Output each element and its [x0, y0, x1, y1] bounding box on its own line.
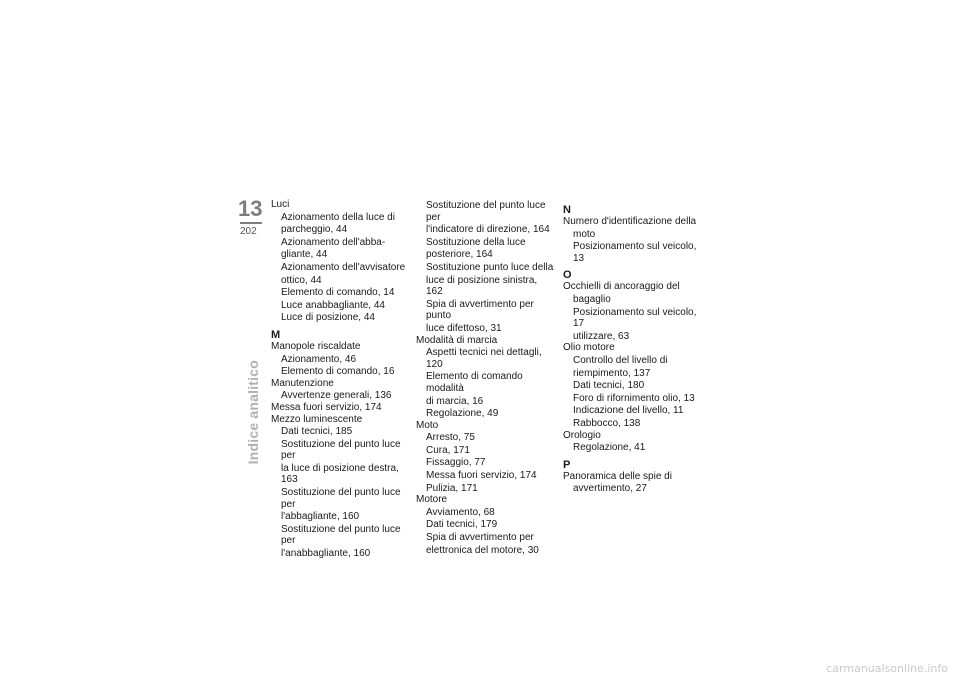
index-subentry: Pulizia, 171	[426, 482, 478, 494]
index-entry: Olio motore	[563, 342, 615, 354]
index-subentry: Regolazione, 41	[573, 442, 646, 454]
index-entry: Panoramica delle spie di	[563, 470, 672, 482]
index-subentry: Regolazione, 49	[426, 408, 499, 420]
index-subentry: ottico, 44	[281, 274, 322, 286]
index-subentry: Azionamento dell'abba-	[281, 236, 386, 248]
index-subentry: Sostituzione del punto luce per	[281, 438, 401, 462]
index-subentry: l'indicatore di direzione, 164	[426, 224, 550, 236]
index-column-2	[416, 199, 554, 556]
index-subentry: Azionamento, 46	[281, 353, 357, 365]
index-subentry: Posizionamento sul veicolo, 13	[573, 241, 697, 264]
index-subentry: Sostituzione del punto luce per	[281, 487, 401, 510]
index-subentry: parcheggio, 44	[281, 224, 348, 236]
index-subentry: Rabbocco, 138	[573, 417, 641, 429]
index-subentry: Sostituzione della luce	[426, 236, 526, 248]
index-subentry: Sostituzione punto luce della	[426, 261, 554, 273]
index-entry: Mezzo luminescente	[271, 413, 363, 425]
index-entry: Motore	[416, 494, 448, 506]
index-entry: Orologio	[563, 429, 601, 441]
index-subentry: Aspetti tecnici nei dettagli, 120	[426, 347, 542, 370]
index-subentry: Messa fuori servizio, 174	[426, 470, 537, 482]
index-subentry: Spia di avvertimento per punto	[426, 298, 534, 322]
index-subentry: Controllo del livello di	[573, 354, 668, 366]
index-subentry: di marcia, 16	[426, 395, 484, 407]
index-subentry: Elemento di comando, 14	[281, 287, 395, 299]
index-entry: Numero d'identificazione della	[563, 216, 697, 227]
index-letter: N	[563, 204, 571, 216]
index-subentry: Elemento di comando, 16	[281, 366, 395, 378]
index-subentry: Azionamento della luce di	[281, 211, 395, 223]
watermark: carmanualsonline.info	[826, 662, 948, 675]
index-subentry: Dati tecnici, 185	[281, 426, 353, 438]
index-letter: M	[271, 328, 281, 341]
index-subentry: Dati tecnici, 180	[573, 380, 645, 392]
index-entry: Messa fuori servizio, 174	[271, 401, 382, 413]
index-letter: O	[563, 269, 572, 282]
index-subentry: Spia di avvertimento per	[426, 532, 534, 544]
index-subentry: luce di posizione sinistra, 162	[426, 274, 538, 298]
index-subentry: Fissaggio, 77	[426, 457, 486, 469]
index-entry: Modalità di marcia	[416, 334, 498, 346]
chapter-number: 13	[238, 196, 263, 221]
index-entry: Occhielli di ancoraggio del	[563, 281, 680, 293]
index-subentry: Indicazione del livello, 11	[573, 405, 684, 417]
index-subentry: elettronica del motore, 30	[426, 544, 539, 556]
index-subentry: Cura, 171	[426, 444, 470, 456]
index-subentry: Avviamento, 68	[426, 506, 495, 518]
index-subentry: Foro di rifornimento olio, 13	[573, 392, 695, 404]
index-subentry: Luce di posizione, 44	[281, 312, 375, 324]
index-subentry: utilizzare, 63	[573, 330, 630, 342]
index-column-3	[563, 199, 701, 495]
index-subentry: Avvertenze generali, 136	[281, 390, 392, 402]
index-subentry: la luce di posizione destra, 163	[281, 462, 399, 486]
index-subentry: Elemento di comando modalità	[426, 371, 523, 394]
index-subentry: Sostituzione del punto luce per	[281, 523, 401, 547]
index-subentry: Luce anabbagliante, 44	[281, 299, 385, 311]
index-subentry: riempimento, 137	[573, 367, 651, 379]
side-title: Indice analitico	[245, 360, 261, 465]
index-subentry: Sostituzione del punto luce per	[426, 200, 546, 223]
index-subentry: Dati tecnici, 179	[426, 519, 498, 531]
index-subentry: avvertimento, 27	[573, 483, 647, 495]
index-subentry: l'abbagliante, 160	[281, 511, 360, 523]
chapter-rule	[240, 222, 262, 224]
index-entry: Moto	[416, 419, 439, 431]
index-subentry: Azionamento dell'avvisatore	[281, 261, 406, 273]
index-subentry: luce difettoso, 31	[426, 322, 502, 334]
page-number: 202	[240, 226, 257, 237]
index-entry: Manopole riscaldate	[271, 340, 361, 352]
index-subentry: Posizionamento sul veicolo, 17	[573, 306, 697, 330]
index-subentry: gliante, 44	[281, 249, 328, 261]
index-subentry: bagaglio	[573, 293, 611, 305]
index-subentry: l'anabbagliante, 160	[281, 548, 371, 560]
index-subentry: moto	[573, 228, 596, 240]
index-entry: Luci	[271, 199, 290, 210]
index-column-1	[271, 199, 407, 560]
index-entry: Manutenzione	[271, 377, 334, 389]
index-subentry: posteriore, 164	[426, 249, 493, 261]
index-letter: P	[563, 458, 571, 471]
index-subentry: Arresto, 75	[426, 432, 475, 444]
